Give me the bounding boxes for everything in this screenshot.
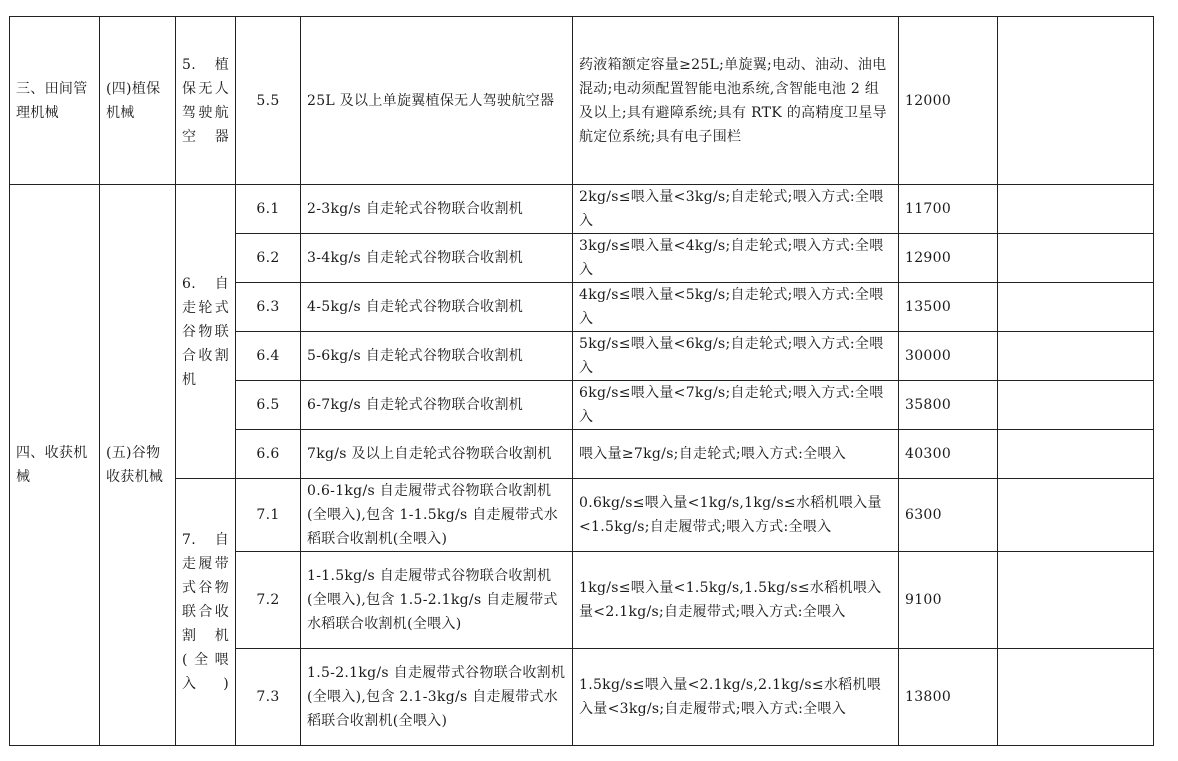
blank-cell xyxy=(998,17,1154,185)
table-row xyxy=(10,17,1154,185)
amount-cell: 35800 xyxy=(899,381,998,430)
item-cell: 5. 植保无人驾驶航空器 xyxy=(176,17,236,185)
param-cell: 3kg/s≤喂入量<4kg/s;自走轮式;喂入方式:全喂入 xyxy=(573,234,899,283)
blank-cell xyxy=(998,479,1154,552)
param-cell: 4kg/s≤喂入量<5kg/s;自走轮式;喂入方式:全喂入 xyxy=(573,283,899,332)
amount-cell: 13500 xyxy=(899,283,998,332)
amount-cell: 13800 xyxy=(899,649,998,746)
code-cell: 6.4 xyxy=(236,332,301,381)
subcategory-cell: (五)谷物收获机械 xyxy=(100,185,176,746)
code-cell: 6.1 xyxy=(236,185,301,234)
code-cell: 6.3 xyxy=(236,283,301,332)
name-cell: 4-5kg/s 自走轮式谷物联合收割机 xyxy=(301,283,573,332)
blank-cell xyxy=(998,283,1154,332)
amount-cell: 6300 xyxy=(899,479,998,552)
name-cell: 0.6-1kg/s 自走履带式谷物联合收割机(全喂入),包含 1-1.5kg/s 自走履带式水稻联合收割机(全喂入) xyxy=(301,479,573,552)
param-cell: 5kg/s≤喂入量<6kg/s;自走轮式;喂入方式:全喂入 xyxy=(573,332,899,381)
amount-cell: 11700 xyxy=(899,185,998,234)
param-cell: 药液箱额定容量≥25L;单旋翼;电动、油动、油电混动;电动须配置智能电池系统,含智能电池 2 组及以上;具有避障系统;具有 RTK 的高精度卫星导航定位系统;具有电子围栏 xyxy=(573,17,899,185)
name-cell: 5-6kg/s 自走轮式谷物联合收割机 xyxy=(301,332,573,381)
blank-cell xyxy=(998,332,1154,381)
table-row xyxy=(10,479,1154,552)
code-cell: 6.5 xyxy=(236,381,301,430)
code-cell: 7.2 xyxy=(236,552,301,649)
name-cell: 7kg/s 及以上自走轮式谷物联合收割机 xyxy=(301,430,573,479)
param-cell: 1kg/s≤喂入量<1.5kg/s,1.5kg/s≤水稻机喂入量<2.1kg/s;自走履带式;喂入方式:全喂入 xyxy=(573,552,899,649)
code-cell: 6.6 xyxy=(236,430,301,479)
blank-cell xyxy=(998,185,1154,234)
name-cell: 6-7kg/s 自走轮式谷物联合收割机 xyxy=(301,381,573,430)
item-cell: 7. 自走履带式谷物联合收割机(全喂入) xyxy=(176,479,236,746)
blank-cell xyxy=(998,552,1154,649)
name-cell: 3-4kg/s 自走轮式谷物联合收割机 xyxy=(301,234,573,283)
subsidy-table xyxy=(9,16,1154,746)
category-cell: 三、田间管理机械 xyxy=(10,17,100,185)
name-cell: 25L 及以上单旋翼植保无人驾驶航空器 xyxy=(301,17,573,185)
category-cell: 四、收获机械 xyxy=(10,185,100,746)
amount-cell: 12000 xyxy=(899,17,998,185)
blank-cell xyxy=(998,234,1154,283)
blank-cell xyxy=(998,649,1154,746)
amount-cell: 30000 xyxy=(899,332,998,381)
amount-cell: 9100 xyxy=(899,552,998,649)
param-cell: 2kg/s≤喂入量<3kg/s;自走轮式;喂入方式:全喂入 xyxy=(573,185,899,234)
name-cell: 1.5-2.1kg/s 自走履带式谷物联合收割机(全喂入),包含 2.1-3kg/s 自走履带式水稻联合收割机(全喂入) xyxy=(301,649,573,746)
param-cell: 喂入量≥7kg/s;自走轮式;喂入方式:全喂入 xyxy=(573,430,899,479)
amount-cell: 40300 xyxy=(899,430,998,479)
code-cell: 7.3 xyxy=(236,649,301,746)
name-cell: 1-1.5kg/s 自走履带式谷物联合收割机(全喂入),包含 1.5-2.1kg/s 自走履带式水稻联合收割机(全喂入) xyxy=(301,552,573,649)
code-cell: 6.2 xyxy=(236,234,301,283)
subcategory-cell: (四)植保机械 xyxy=(100,17,176,185)
param-cell: 6kg/s≤喂入量<7kg/s;自走轮式;喂入方式:全喂入 xyxy=(573,381,899,430)
name-cell: 2-3kg/s 自走轮式谷物联合收割机 xyxy=(301,185,573,234)
param-cell: 1.5kg/s≤喂入量<2.1kg/s,2.1kg/s≤水稻机喂入量<3kg/s;自走履带式;喂入方式:全喂入 xyxy=(573,649,899,746)
table-row xyxy=(10,185,1154,234)
item-cell: 6. 自走轮式谷物联合收割机 xyxy=(176,185,236,479)
amount-cell: 12900 xyxy=(899,234,998,283)
blank-cell xyxy=(998,430,1154,479)
code-cell: 7.1 xyxy=(236,479,301,552)
code-cell: 5.5 xyxy=(236,17,301,185)
blank-cell xyxy=(998,381,1154,430)
param-cell: 0.6kg/s≤喂入量<1kg/s,1kg/s≤水稻机喂入量<1.5kg/s;自走履带式;喂入方式:全喂入 xyxy=(573,479,899,552)
